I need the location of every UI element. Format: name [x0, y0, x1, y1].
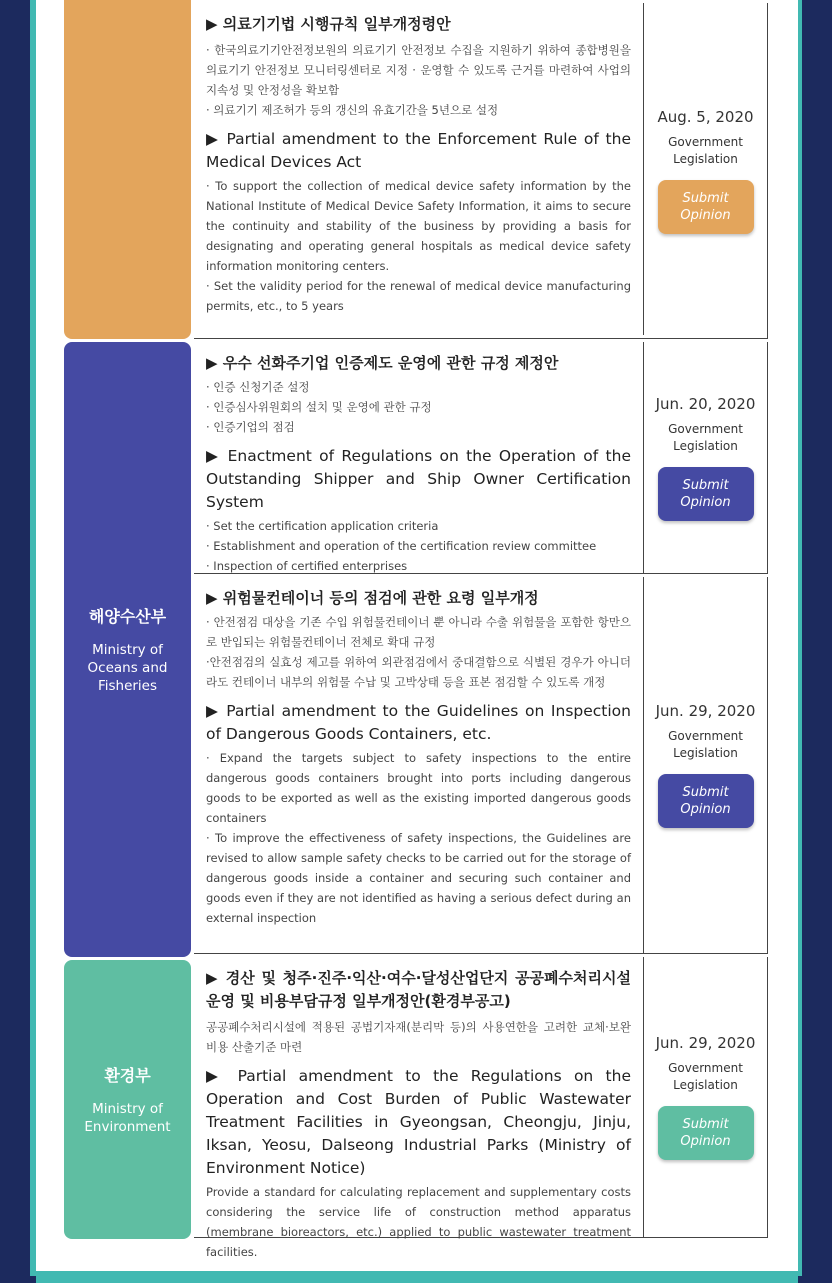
- row-content: [194, 342, 644, 573]
- title-en: ▶ Partial amendment to the Guidelines on Inspection of Dangerous Goods Containers, etc.: [206, 702, 631, 743]
- title-ko: ▶ 경산 및 청주·진주·익산·여수·달성산업단지 공공폐수처리시설 운영 및 비용부담규정 일부개정안(환경부공고): [206, 969, 631, 1010]
- row-side: [644, 957, 768, 1237]
- legislation-row: [194, 957, 768, 1259]
- button-line: Opinion: [680, 207, 731, 223]
- submit-opinion-button[interactable]: [658, 774, 754, 828]
- body-en: · Expand the targets subject to safety inspections to the entire dangerous goods containers brought into ports including dangerous goods to be exported as well as the existing imported dangerous goods containers: [206, 751, 631, 825]
- body-ko: · 의료기기 제조허가 등의 갱신의 유효기간을 5년으로 설정: [206, 103, 499, 117]
- submit-opinion-button[interactable]: [658, 1106, 754, 1160]
- type-line: Government: [668, 134, 743, 149]
- title-en: ▶ Partial amendment to the Regulations on the Operation and Cost Burden of Public Wastewater Treatment Facilities in Gyeongsan, Cheongju, Jinju, Iksan, Yeosu, Dalseong Industrial Parks (Ministry of Environment Notice): [206, 1067, 631, 1177]
- button-line: Submit: [682, 1117, 729, 1132]
- dept-name-en: Ministry of Oceans and Fisheries: [87, 642, 168, 694]
- row-side: [644, 577, 768, 953]
- type-line: Legislation: [673, 746, 738, 760]
- dept-name-ko: 해양수산부: [88, 607, 167, 626]
- button-line: Opinion: [680, 494, 731, 510]
- row-side: [644, 3, 768, 338]
- title-en: ▶ Partial amendment to the Enforcement Rule of the Medical Devices Act: [206, 130, 631, 171]
- body-en: · Inspection of certified enterprises: [206, 559, 408, 573]
- body-en: · Set the validity period for the renewal of medical device manufacturing permits, etc., to 5 years: [206, 279, 631, 313]
- dept-cell-environment: [64, 960, 191, 1239]
- row-content: [194, 577, 644, 953]
- body-ko: · 인증심사위원회의 설치 및 운영에 관한 규정: [206, 400, 432, 414]
- type-line: Legislation: [673, 438, 738, 453]
- notice-type: [668, 134, 743, 168]
- row-side: [644, 342, 768, 573]
- type-line: Government: [668, 421, 743, 436]
- body-en: · To support the collection of medical device safety information by the National Institute of Medical Device Safety Information, it aims to secure the continuity and stability of the business by providing a basis for designating and operating general hospitals as medical device safety information monitoring centers.: [206, 179, 631, 273]
- row-content: [194, 3, 644, 335]
- button-line: Submit: [682, 785, 729, 800]
- button-line: Submit: [682, 190, 729, 206]
- type-line: Government: [668, 729, 743, 743]
- body-en: · Establishment and operation of the certification review committee: [206, 539, 597, 553]
- button-line: Submit: [682, 477, 729, 493]
- body-ko: · 안전점검 대상을 기존 수입 위험물컨테이너 뿐 아니라 수출 위험물을 포함한 항만으로 반입되는 위험물컨테이너 전체로 확대 규정: [206, 615, 631, 649]
- body-ko: · 한국의료기기안전정보원의 의료기기 안전정보 수집을 지원하기 위하여 종합병원을 의료기기 안전정보 모니터링센터로 지정 · 운영할 수 있도록 근거를 마련하여 사업의 지속성 및 안정성을 확보함: [206, 43, 631, 97]
- body-en: · To improve the effectiveness of safety inspections, the Guidelines are revised to allow sample safety checks to be carried out for the storage of dangerous goods inside a container and securing such container and goods even if they are not identified as having a serious defect during an external inspection: [206, 831, 631, 925]
- legislation-row: [194, 3, 768, 339]
- type-line: Legislation: [673, 151, 738, 166]
- body-ko: · 인증기업의 점검: [206, 420, 295, 434]
- dept-name-en: Ministry of Environment: [84, 1101, 171, 1135]
- type-line: Government: [668, 1061, 743, 1075]
- notice-date: Jun. 29, 2020: [655, 1034, 756, 1052]
- bottom-band: [36, 1271, 798, 1283]
- notice-type: [668, 728, 743, 762]
- button-line: Opinion: [680, 802, 731, 817]
- title-ko: ▶ 의료기기법 시행규칙 일부개정령안: [206, 15, 451, 33]
- dept-cell-oceans: [64, 342, 191, 957]
- submit-opinion-button[interactable]: [658, 467, 754, 521]
- body-ko: 공공폐수처리시설에 적용된 공법기자재(분리막 등)의 사용연한을 고려한 교체·보완 비용 산출기준 마련: [206, 1020, 631, 1054]
- type-line: Legislation: [673, 1078, 738, 1092]
- body-en: Provide a standard for calculating replacement and supplementary costs considering the service life of construction method apparatus (membrane bioreactors, etc.) applied to public wastewater treatment facilities.: [206, 1185, 631, 1259]
- title-ko: ▶ 위험물컨테이너 등의 점검에 관한 요령 일부개정: [206, 589, 539, 607]
- notice-type: [668, 1060, 743, 1094]
- submit-opinion-button[interactable]: [658, 180, 754, 234]
- row-content: [194, 957, 644, 1259]
- body-ko: · 인증 신청기준 설정: [206, 380, 310, 394]
- legislation-row: [194, 577, 768, 954]
- dept-name-ko: 환경부: [104, 1066, 151, 1085]
- legislation-row: [194, 342, 768, 574]
- notice-date: Jun. 29, 2020: [655, 702, 756, 720]
- body-en: · Set the certification application criteria: [206, 519, 439, 533]
- button-line: Opinion: [680, 1134, 731, 1149]
- notice-date: Jun. 20, 2020: [655, 394, 756, 413]
- dept-cell-health: [64, 0, 191, 339]
- notice-type: [668, 421, 743, 455]
- body-ko: ·안전점검의 실효성 제고를 위하여 외관점검에서 중대결함으로 식별된 경우가 아니더라도 컨테이너 내부의 위험물 수납 및 고박상태 등을 표본 점검할 수 있도록 개정: [206, 655, 631, 689]
- notice-date: Aug. 5, 2020: [657, 107, 754, 126]
- title-en: ▶ Enactment of Regulations on the Operation of the Outstanding Shipper and Ship Owner Certification System: [206, 447, 631, 511]
- title-ko: ▶ 우수 선화주기업 인증제도 운영에 관한 규정 제정안: [206, 354, 559, 372]
